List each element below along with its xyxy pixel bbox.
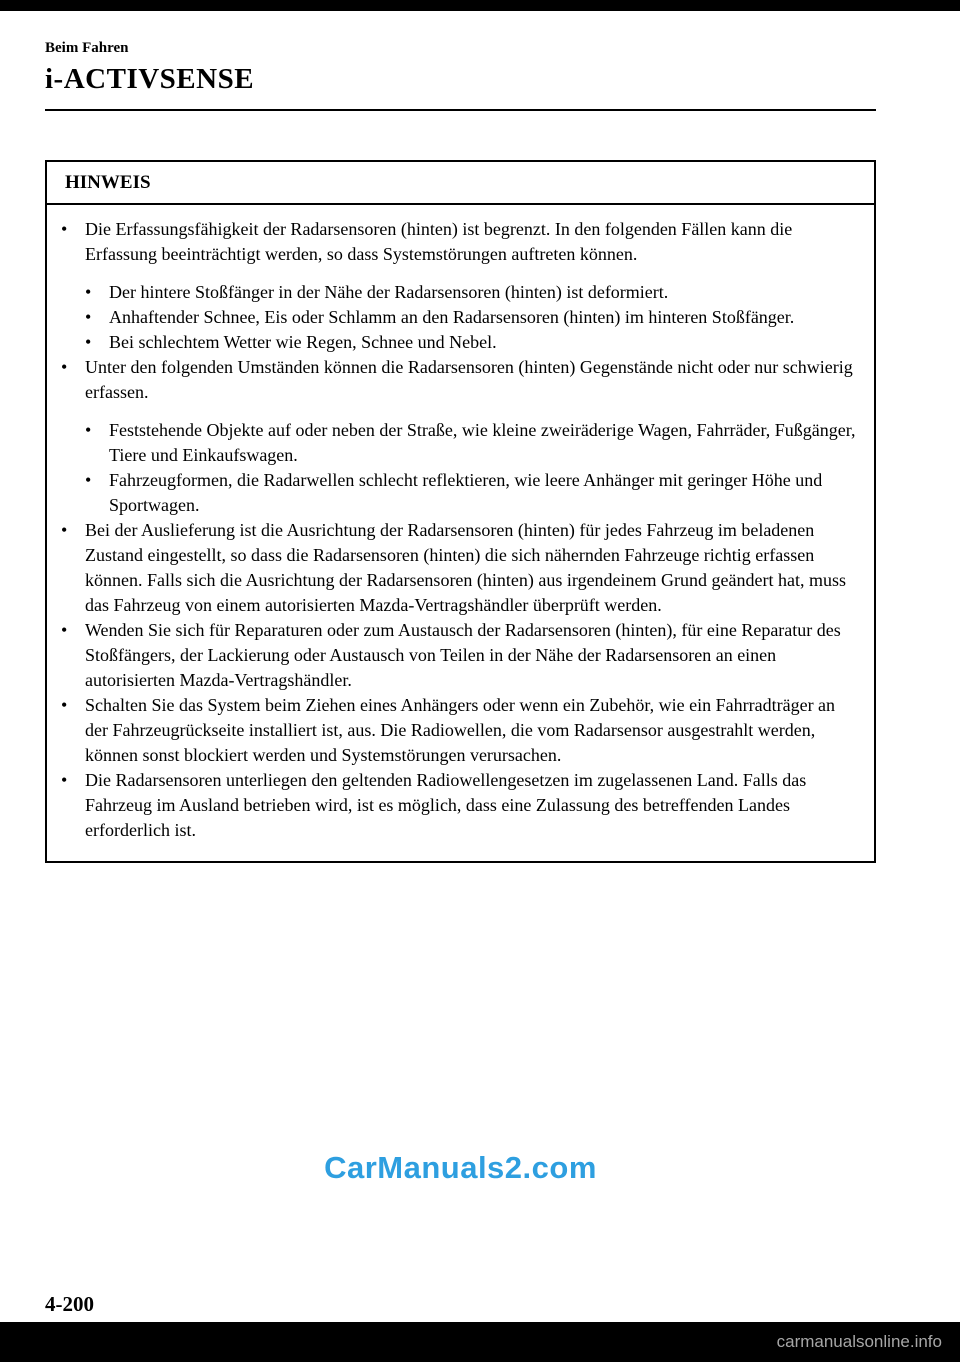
header-rule [45,109,876,111]
note-box [45,160,876,863]
bullet-marker: • [61,219,68,239]
note-item-text: Unter den folgenden Umständen können die Radarsensoren (hinten) Gegenstände nicht oder nur schwierig erfassen. [85,357,853,402]
watermark-link[interactable]: CarManuals2.com [324,1150,597,1185]
page-title: i-ACTIVSENSE [45,63,255,95]
footer-site-link[interactable]: carmanualsonline.info [776,1332,942,1351]
note-item [61,618,860,693]
note-item-text: Die Erfassungsfähigkeit der Radarsensoren (hinten) ist begrenzt. In den folgenden Fällen kann die Erfassung beeinträchtigt werden, so dass Systemstörungen auftreten können. [85,219,793,264]
note-item [61,693,860,768]
note-item-text: Bei schlechtem Wetter wie Regen, Schnee und Nebel. [109,332,497,352]
page-header [45,40,876,111]
note-box-header: HINWEIS [47,162,874,205]
note-list [47,205,874,861]
bullet-marker: • [85,332,92,352]
bullet-marker: • [61,520,68,540]
note-item-text: Fahrzeugformen, die Radarwellen schlecht reflektieren, wie leere Anhänger mit geringer Höhe und Sportwagen. [109,470,823,515]
top-black-strip [0,0,960,11]
note-item [85,330,860,355]
note-item-text: Bei der Auslieferung ist die Ausrichtung der Radarsensoren (hinten) für jedes Fahrzeug im beladenen Zustand eingestellt, so dass die Radarsensoren (hinten) die sich nähernden Fahrzeuge richtig erfassen können. Falls sich die Ausrichtung der Radarsensoren (hinten) aus irgendeinem Grund geändert hat, muss das Fahrzeug von einem autorisierten Mazda-Vertragshändler überprüft werden. [85,520,846,615]
bullet-marker: • [85,282,92,302]
bullet-marker: • [61,620,68,640]
note-item [61,217,860,267]
note-item [85,468,860,518]
bullet-marker: • [85,420,92,440]
note-item-text: Der hintere Stoßfänger in der Nähe der Radarsensoren (hinten) ist deformiert. [109,282,669,302]
note-item [61,518,860,618]
footer-bar [0,1322,960,1362]
note-item-text: Anhaftender Schnee, Eis oder Schlamm an den Radarsensoren (hinten) im hinteren Stoßfänger. [109,307,795,327]
bullet-marker: • [85,307,92,327]
note-item-text: Schalten Sie das System beim Ziehen eines Anhängers oder wenn ein Zubehör, wie ein Fahrradträger an der Fahrzeugrückseite installiert ist, aus. Die Radiowellen, die vom Radarsensor ausgestrahlt werden, können sonst blockiert werden und Systemstörungen verursachen. [85,695,836,765]
bullet-marker: • [61,357,68,377]
note-item-text: Feststehende Objekte auf oder neben der Straße, wie kleine zweiräderige Wagen, Fahrräder, Fußgänger, Tiere und Einkaufswagen. [109,420,856,465]
bullet-marker: • [61,770,68,790]
note-item-text: Wenden Sie sich für Reparaturen oder zum Austausch der Radarsensoren (hinten), für eine Reparatur des Stoßfängers, der Lackierung oder Austausch von Teilen in der Nähe der Radarsensoren an einen autorisierten Mazda-Vertragshändler. [85,620,841,690]
bullet-marker: • [61,695,68,715]
note-item [61,768,860,843]
note-item [85,280,860,305]
note-item-text: Die Radarsensoren unterliegen den geltenden Radiowellengesetzen im zugelassenen Land. Falls das Fahrzeug im Ausland betrieben wird, ist es möglich, dass eine Zulassung des betreffenden Landes erforderlich ist. [85,770,807,840]
note-item [85,418,860,468]
page-number: 4-200 [45,1292,94,1316]
note-item [85,305,860,330]
bullet-marker: • [85,470,92,490]
note-item [61,355,860,405]
breadcrumb: Beim Fahren [45,40,129,56]
